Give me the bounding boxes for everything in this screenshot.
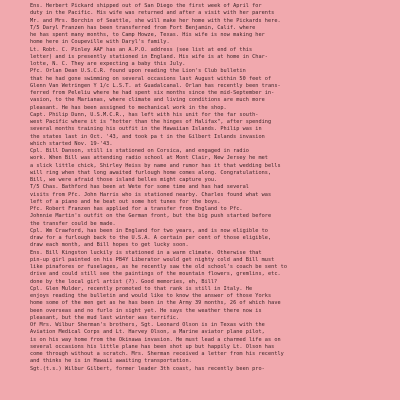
text-line: duty in the Pacific. His wife was returned and after a visit with her parents	[30, 10, 275, 17]
text-line: draw each month, and Bill hopes to get lucky soon.	[30, 242, 189, 249]
text-line: left of a piano and he beat out some hot tunes for the boys.	[30, 198, 221, 205]
text-line: letter) and is presently stationed in England. His wife is at home in Char-	[30, 53, 268, 60]
text-line: Cpl. Bill Danson, still is stationed on Corsica, and engaged in radio	[30, 148, 249, 154]
text-line: work. When Bill was attending radio school at Mont Clair, New Jersey he met	[30, 155, 268, 162]
text-line: the transfer could be made.	[30, 220, 116, 227]
text-line: west Pacific where it is "hotter than the hinges of Halifax", after spending	[30, 119, 272, 125]
text-line: Mr. and Mrs. Borchin of Seattle, she will make her home with the Pickards here.	[30, 17, 281, 24]
text-line: several months training his outfit in the Hawaiian Islands. Philip was in	[30, 126, 262, 133]
text-line: Sgt.(t.s.) Wilbur Gilbert, former leader 3th coast, has recently been pro-	[30, 365, 265, 372]
text-line: like pinafores or fuselages, as he recently saw the old school's coach be sent to	[30, 264, 288, 270]
text-line: home here in Coupeville with Daryl's family.	[30, 39, 170, 46]
text-line: done by the local girl artist (?). Good memories, eh, Bill?	[30, 278, 218, 285]
text-line: home some of the men get as he has been in the Army 39 months, 26 of which have	[30, 300, 281, 307]
text-line: that he had gone swimming on several occasions last August within 50 feet of	[30, 75, 272, 82]
text-line: is on his way home from the Okinawa invasion. He must lead a charmed life as on	[30, 336, 281, 343]
text-line: and thinks he is in Hawaii awaiting transportation.	[30, 358, 192, 365]
text-line: Lt. Robt. C. Pinley AAF has an A.P.O. address (see list at end of this	[30, 46, 253, 53]
text-line: Capt. Philip Dunn, U.S.M.C.R., has left with his unit for the far south-	[30, 111, 259, 118]
text-line: the states last in Oct. '43, and took pa t in the Gilbert Islands invasion	[30, 133, 265, 140]
text-line: draw for a furlough back to the U.S.A. A certain per cent of those eligible,	[30, 235, 272, 241]
text-line: pleasant, but the mud last winter was terrific.	[30, 314, 180, 321]
text-line: ferred from Peleliu where he had spent six months since the mid-September in-	[30, 90, 275, 96]
text-line: T/5 Daryl Franzen has been transferred from Fort Benjamin, Calif. where	[30, 24, 256, 31]
text-line: Pfc. Orlan Dean U.S.C.R. found upon reading the Lion's Club bulletin	[30, 68, 246, 75]
text-line: Ens. Bill Kingston luckily is stationed in a warm climate. Otherwise that	[30, 249, 262, 256]
text-line: Bill, we were afraid those island belles might capture you.	[30, 177, 218, 183]
text-line: vasion, to the Marianas, where climate and living conditions are much more	[30, 97, 265, 104]
text-line: drive and could still see the paintings of the mountain flowers, gremlins, etc.	[30, 271, 281, 278]
text-line: several occasions his little plane has been shot up but happily Lt. Olson has	[30, 343, 275, 350]
text-line: been overseas and no furlo in sight yet. He says the weather there now is	[30, 307, 262, 314]
text-line: a slick little chick, Shirley Heiss by name and rumor has it that wedding bells	[30, 162, 281, 169]
text-line: pleasant. He has been assigned to mechanical work in the shop.	[30, 104, 227, 111]
text-line: lotte, N. C. They are expecting a baby this July.	[30, 61, 186, 67]
text-line: Ens. Herbert Pickard shipped out of San Diego the first week of April for	[30, 3, 262, 9]
text-line: will ring when that long awaited furlough home comes along. Congratulations,	[30, 169, 272, 176]
text-line: Cpl. Glen Mulder, recently promoted to that rank is still in Italy. He	[30, 285, 253, 292]
text-line: Johnnie Martin's outfit on the German front, but the big push started before	[30, 213, 272, 220]
text-line: Glenn Van Wetringen Y 1/c L.S.T. at Guadalcanal. Orlan has recently been trans-	[30, 82, 281, 89]
text-line: he has spent many months, to Camp Howze, Texas. His wife is now making her	[30, 32, 265, 38]
text-line: which started Nov. 19-'43.	[30, 140, 113, 147]
text-line: Aviation Medical Corps and Lt. Harvey Olson, a Marine aviator plane pilot,	[30, 329, 265, 336]
text-line: Pfc. Robert Franzen has applied for a transfer from England to Pfc.	[30, 206, 243, 212]
text-line: T/5 Chas. Bathford has been at Wete for some time and has had several	[30, 184, 249, 191]
text-line: pin-up girl painted on his PB4Y Liberator would get nighty cold and Bill must	[30, 256, 275, 263]
text-line: Of Mrs. Wilbur Sherman's brothers, Sgt. Leonard Olson is in Texas with the	[30, 322, 265, 328]
text-line: Cpl. Wm Crawford, has been in England for two years, and is now eligible to	[30, 227, 268, 234]
text-line: visits from Pfc. John Harris who is stationed nearby. Charles found what was	[30, 191, 272, 198]
text-line: come through without a scratch. Mrs. Sherman received a letter from his recently	[30, 351, 284, 357]
text-line: enjoys reading the bulletin and would like to know the answer of those Yorks	[30, 293, 272, 299]
